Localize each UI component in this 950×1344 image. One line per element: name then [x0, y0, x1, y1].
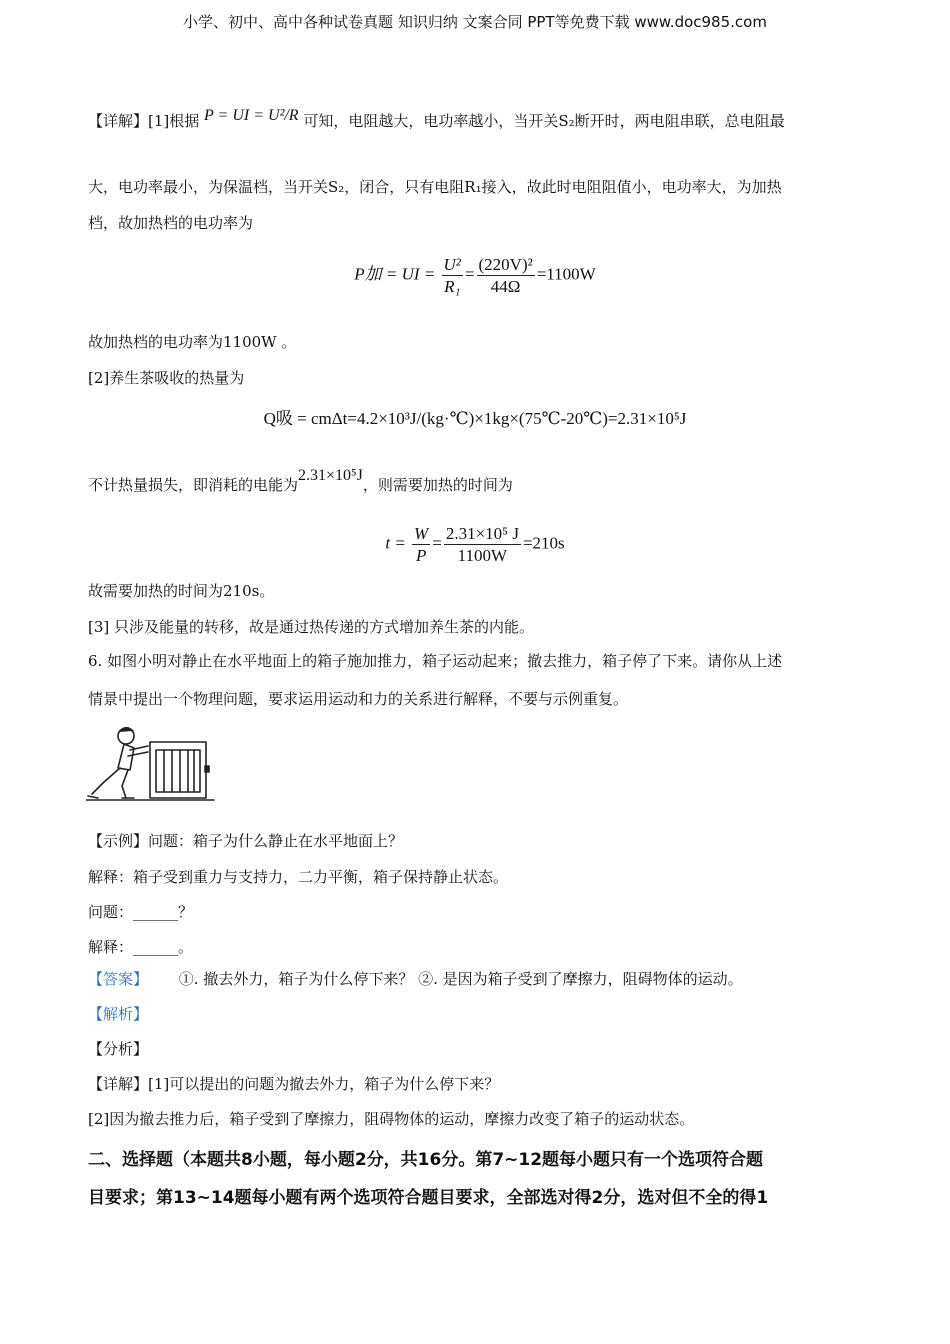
detail-q6-line2: [2]因为撤去推力后，箱子受到了摩擦力，阻碍物体的运动，摩擦力改变了箱子的运动状态。 — [88, 1110, 695, 1128]
example-answer: 解释：箱子受到重力与支持力，二力平衡，箱子保持静止状态。 — [88, 868, 509, 886]
eq1-rhs: =1100W — [536, 264, 596, 284]
eq3-f1-num: W — [412, 523, 430, 545]
formula-p-ui: P = UI = U²/R — [204, 107, 299, 124]
line-time-result: 故需要加热的时间为210s。 — [88, 582, 275, 600]
page-header: 小学、初中、高中各种试卷真题 知识归纳 文案合同 PPT等免费下载 www.doc985.com — [183, 13, 767, 31]
line6-post: ，则需要加热的时间为 — [362, 476, 513, 494]
eq3-f1-den: P — [415, 546, 427, 566]
eq1-f2-den: 44Ω — [490, 277, 521, 297]
detail1-pre: [1]根据 — [148, 112, 200, 130]
eq3-fraction-2 — [444, 523, 521, 567]
equation-heat: Q吸 = cmΔt=4.2×10³J/(kg·℃)×1kg×(75℃-20℃)=2.31×10⁵J — [263, 409, 687, 428]
detail1-line3: 档，故加热档的电功率为 — [88, 214, 254, 232]
eq1-f1-den: R₁ — [444, 277, 461, 297]
eq1-f1-num: U² — [442, 254, 463, 276]
eq1-f2-num: (220V)² — [477, 254, 535, 276]
eq1-lhs: P加 = UI = — [354, 264, 436, 284]
q6-line1: 6. 如图小明对静止在水平地面上的箱子施加推力，箱子运动起来；撤去推力，箱子停了下来。请你从上述 — [88, 652, 783, 670]
detail-q6-text: [1]可以提出的问题为撤去外力，箱子为什么停下来？ — [148, 1075, 500, 1093]
line-energy — [88, 467, 513, 495]
line-heat-transfer: [3] 只涉及能量的转移，故是通过热传递的方式增加养生茶的内能。 — [88, 618, 535, 636]
detail1-post: 可知，电阻越大，电功率越小，当开关S₂断开时，两电阻串联，总电阻最 — [303, 112, 785, 130]
fenxi-tag: 【分析】 — [88, 1040, 149, 1058]
detail-tag: 【详解】 — [88, 112, 149, 130]
example-question: 【示例】问题：箱子为什么静止在水平地面上？ — [88, 832, 404, 850]
eq3-lhs: t = — [385, 533, 406, 553]
eq1-fraction-2 — [477, 254, 535, 298]
answer-line — [88, 970, 743, 988]
section2-line2: 目要求；第13~14题每小题有两个选项符合题目要求，全部选对得2分，选对但不全的得1 — [88, 1188, 769, 1208]
blank-answer: 解释：______。 — [88, 938, 194, 956]
answer-tag: 【答案】 — [88, 970, 149, 988]
eq3-fraction-1 — [412, 523, 430, 567]
q6-line2: 情景中提出一个物理问题，要求运用运动和力的关系进行解释，不要与示例重复。 — [88, 690, 629, 708]
detail-q6-tag: 【详解】 — [88, 1075, 149, 1093]
detail1-line2: 大，电功率最小，为保温档，当开关S₂，闭合，只有电阻R₁接入，故此时电阻阻值小，电功率大，为加热 — [88, 178, 782, 196]
eq3-f2-den: 1100W — [457, 546, 508, 566]
line-tea-heat: [2]养生茶吸收的热量为 — [88, 369, 245, 387]
analysis-tag: 【解析】 — [88, 1005, 149, 1023]
equation-power: P加 = UI = $\frac{\text{U²}}{\text{R₁}}$ = $\frac{\text{(220V)²}}{44\Omega}$ =1100W — [354, 255, 596, 297]
eq3-f2-num: 2.31×10⁵ J — [444, 523, 521, 545]
boy-pushing-box-figure — [86, 722, 216, 804]
blank-question: 问题：______？ — [88, 903, 194, 921]
detail-q6-line1 — [88, 1075, 499, 1093]
line6-value: 2.31×10⁵J — [298, 467, 363, 484]
eq1-fraction-1 — [442, 254, 463, 298]
eq3-rhs: =210s — [522, 533, 565, 553]
line-heating-power: 故加热档的电功率为1100W 。 — [88, 333, 297, 351]
answer-text: ①. 撤去外力，箱子为什么停下来？ ②. 是因为箱子受到了摩擦力，阻碍物体的运动。 — [178, 970, 743, 988]
equation-time: t = $\frac{W}{P}$ = $\frac{\text{2.31×10⁵ J}}{1100W}$ =210s — [385, 524, 565, 566]
detail1-line1 — [88, 107, 785, 131]
line6-pre: 不计热量损失，即消耗的电能为 — [88, 476, 299, 494]
section2-line1: 二、选择题（本题共8小题，每小题2分，共16分。第7~12题每小题只有一个选项符合题 — [88, 1150, 764, 1170]
